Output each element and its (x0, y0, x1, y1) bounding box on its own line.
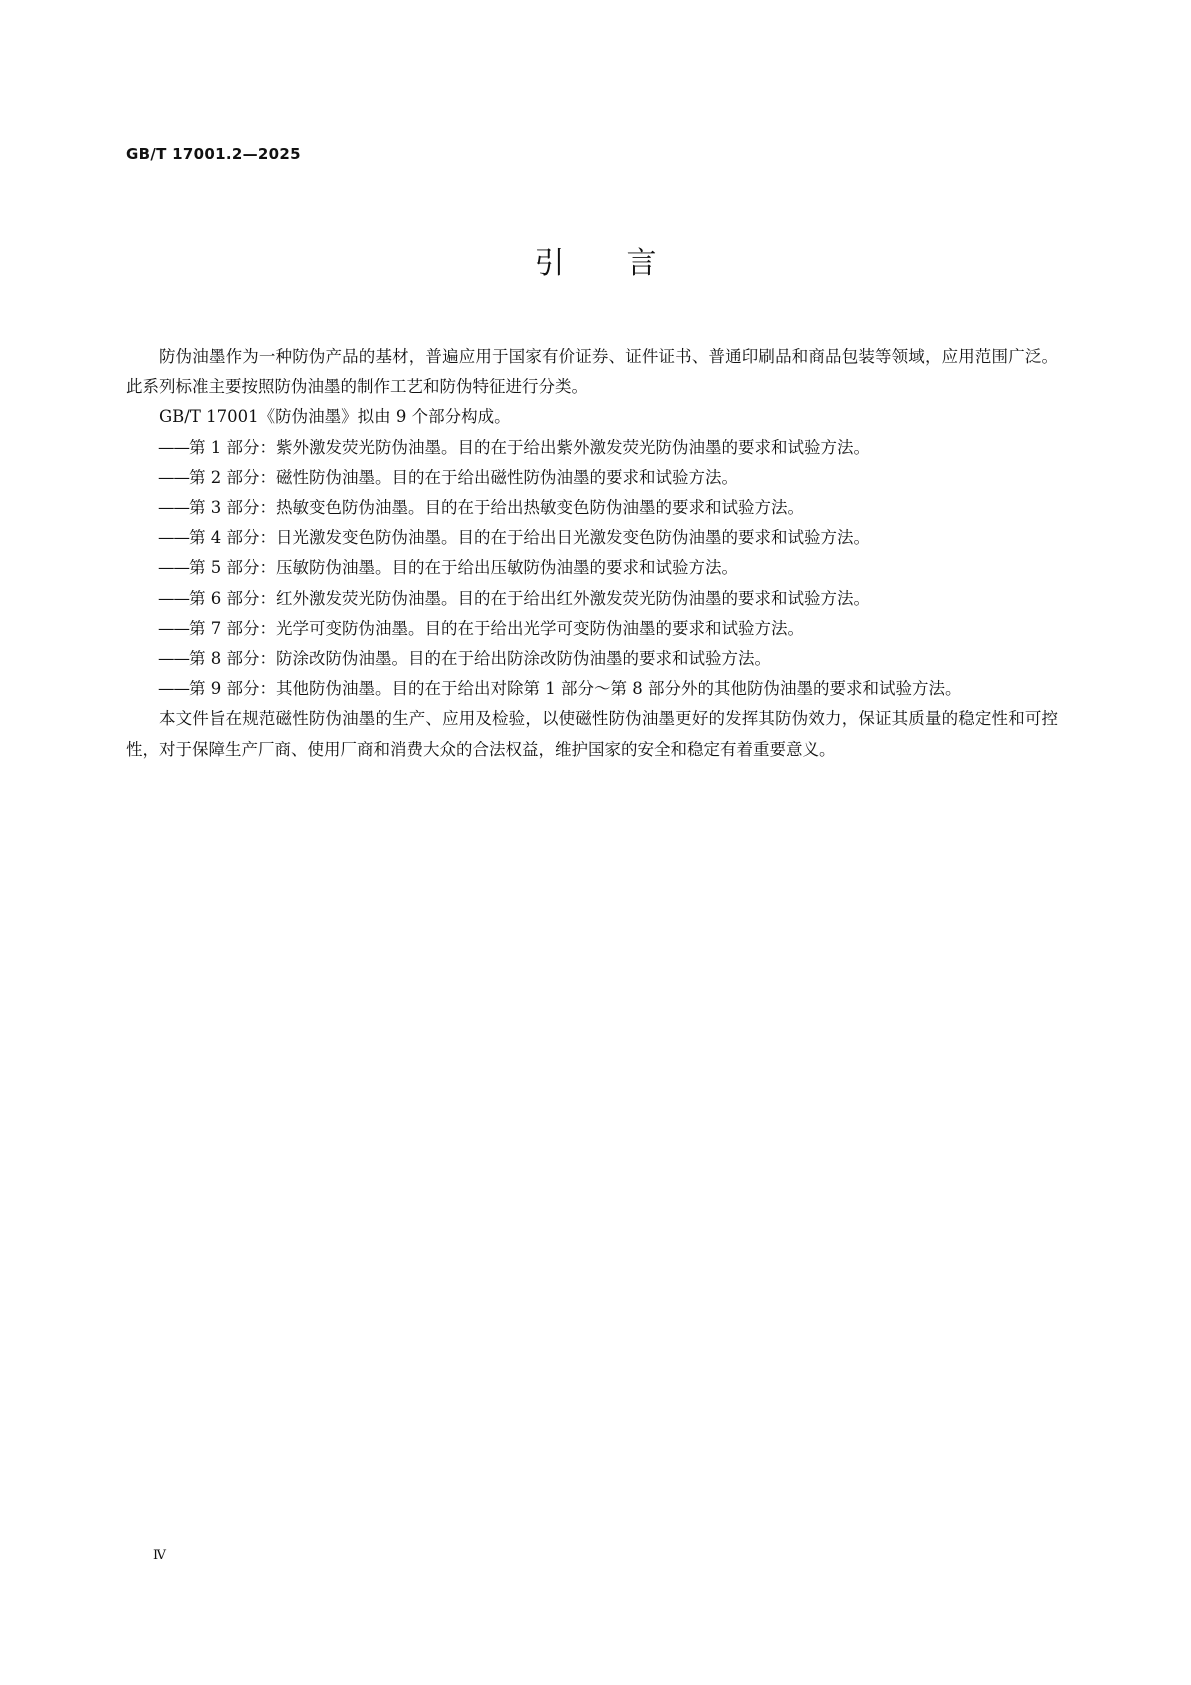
intro-paragraph-2: GB/T 17001《防伪油墨》拟由 9 个部分构成。 (159, 407, 511, 427)
list-item-text: 第 9 部分：其他防伪油墨。目的在于给出对除第 1 部分～第 8 部分外的其他防伪油墨的要求和试验方法。 (189, 679, 962, 699)
list-dash: —— (158, 618, 189, 638)
list-dash: —— (158, 558, 189, 578)
parts-list (126, 433, 1058, 705)
list-item-text: 第 5 部分：压敏防伪油墨。目的在于给出压敏防伪油墨的要求和试验方法。 (189, 558, 738, 578)
list-item-text: 第 6 部分：红外激发荧光防伪油墨。目的在于给出红外激发荧光防伪油墨的要求和试验方法。 (189, 588, 870, 608)
list-item-text: 第 8 部分：防涂改防伪油墨。目的在于给出防涂改防伪油墨的要求和试验方法。 (189, 649, 771, 669)
list-item-part-3 (126, 493, 1058, 523)
list-item-text: 第 4 部分：日光激发变色防伪油墨。目的在于给出日光激发变色防伪油墨的要求和试验方法。 (189, 528, 870, 548)
list-item-part-6 (126, 584, 1058, 614)
page-title (0, 246, 1191, 282)
list-dash: —— (158, 649, 189, 669)
page-number: Ⅳ (153, 1548, 166, 1563)
page-title-char-2: 言 (626, 246, 657, 281)
page-title-char-1: 引 (534, 246, 565, 281)
list-item-text: 第 7 部分：光学可变防伪油墨。目的在于给出光学可变防伪油墨的要求和试验方法。 (189, 618, 804, 638)
standard-code: GB/T 17001.2—2025 (126, 145, 301, 163)
list-dash: —— (158, 679, 189, 699)
list-item-part-5 (126, 553, 1058, 583)
intro-paragraph-3: 本文件旨在规范磁性防伪油墨的生产、应用及检验，以使磁性防伪油墨更好的发挥其防伪效力，保证其质量的稳定性和可控性，对于保障生产厂商、使用厂商和消费大众的合法权益，维护国家的安全和稳定有着重要意义。 (126, 709, 1058, 759)
list-item-text: 第 2 部分：磁性防伪油墨。目的在于给出磁性防伪油墨的要求和试验方法。 (189, 467, 738, 487)
list-dash: —— (158, 437, 189, 457)
intro-paragraph-1: 防伪油墨作为一种防伪产品的基材，普遍应用于国家有价证券、证件证书、普通印刷品和商品包装等领域，应用范围广泛。此系列标准主要按照防伪油墨的制作工艺和防伪特征进行分类。 (126, 347, 1058, 397)
list-dash: —— (158, 588, 189, 608)
list-item-text: 第 1 部分：紫外激发荧光防伪油墨。目的在于给出紫外激发荧光防伪油墨的要求和试验方法。 (189, 437, 870, 457)
list-dash: —— (158, 528, 189, 548)
list-item-part-2 (126, 463, 1058, 493)
list-dash: —— (158, 498, 189, 518)
list-dash: —— (158, 467, 189, 487)
introduction-body (126, 342, 1058, 765)
list-item-part-7 (126, 614, 1058, 644)
list-item-part-9 (126, 674, 1058, 704)
list-item-part-4 (126, 523, 1058, 553)
list-item-part-8 (126, 644, 1058, 674)
list-item-part-1 (126, 433, 1058, 463)
list-item-text: 第 3 部分：热敏变色防伪油墨。目的在于给出热敏变色防伪油墨的要求和试验方法。 (189, 498, 804, 518)
